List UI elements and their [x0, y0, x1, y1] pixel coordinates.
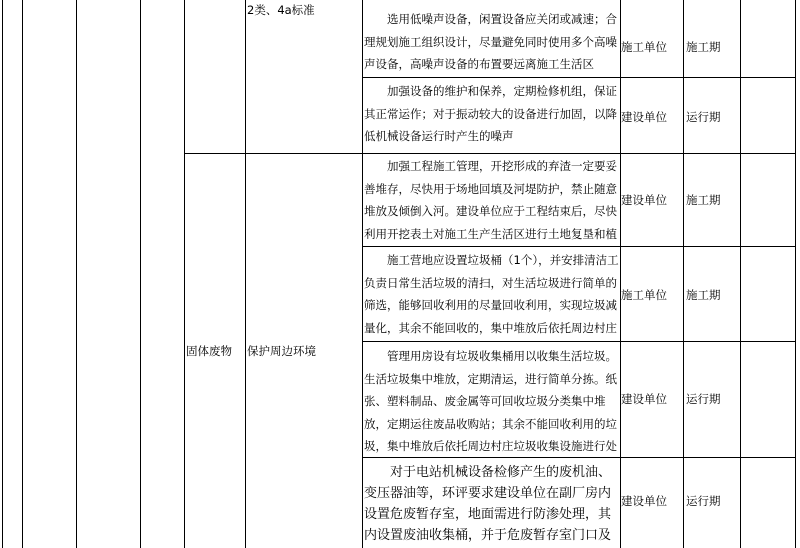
table-border-left: [2, 0, 3, 548]
column-divider: [22, 0, 23, 548]
measure-cell: 选用低噪声设备，闲置设备应关闭或减速；合理规划施工组织设计，尽量避免同时使用多个高噪声设备，高噪声设备的布置要远离施工生活区: [364, 12, 617, 71]
period-cell: 运行期: [686, 494, 721, 508]
table-border-right: [795, 0, 796, 548]
period-cell: 运行期: [686, 392, 721, 406]
responsible-cell: 施工单位: [621, 40, 667, 54]
responsible-cell: 建设单位: [621, 392, 667, 406]
row-divider: [362, 246, 796, 247]
noise-standard-cell: 2类、4a标准: [247, 3, 315, 17]
column-divider: [184, 0, 185, 548]
column-divider: [140, 0, 141, 548]
responsible-cell: 建设单位: [621, 110, 667, 124]
responsible-cell: 建设单位: [621, 193, 667, 207]
column-divider: [76, 0, 77, 548]
target-cell: 保护周边环境: [247, 344, 316, 358]
measure-cell: 加强工程施工管理，开挖形成的弃渣一定要妥善堆存，尽快用于场地回填及河堤防护，禁止随意堆放及倾倒入河。建设单位应于工程结束后，尽快利用开挖表土对施工生产生活区进行土地复垦和植: [364, 159, 617, 241]
row-divider: [362, 457, 796, 458]
responsible-cell: 施工单位: [621, 288, 667, 302]
period-cell: 施工期: [686, 193, 721, 207]
responsible-cell: 建设单位: [621, 494, 667, 508]
row-divider: [184, 153, 796, 154]
column-divider: [245, 0, 246, 548]
column-divider: [362, 0, 363, 548]
measure-cell: 加强设备的维护和保养，定期检修机组，保证其正常运作；对于振动较大的设备进行加固，以降低机械设备运行时产生的噪声: [364, 84, 617, 143]
row-divider: [362, 341, 796, 342]
period-cell: 施工期: [686, 40, 721, 54]
period-cell: 运行期: [686, 110, 721, 124]
column-divider: [740, 0, 741, 548]
measure-cell: 管理用房设有垃圾收集桶用以收集生活垃圾。生活垃圾集中堆放，定期清运，进行简单分拣。纸张、塑料制品、废金属等可回收垃圾分类集中堆放，定期运往废品收购站；其余不能回收利用的垃圾，集中堆放后依托周边村庄垃圾收集设施进行处: [364, 349, 617, 453]
category-cell: 固体废物: [186, 344, 232, 358]
measure-cell: 施工营地应设置垃圾桶（1个），并安排清洁工负责日常生活垃圾的清扫，对生活垃圾进行简单的筛选，能够回收利用的尽量回收利用，实现垃圾减量化，其余不能回收的，集中堆放后依托周边村庄: [364, 253, 619, 335]
period-cell: 施工期: [686, 288, 721, 302]
column-divider: [683, 0, 684, 548]
row-divider: [362, 77, 796, 78]
measure-cell: 对于电站机械设备检修产生的废机油、变压器油等，环评要求建设单位在副厂房内设置危废暂存室，地面需进行防渗处理，其内设置废油收集桶，并于危废暂存室门口及: [364, 465, 612, 543]
